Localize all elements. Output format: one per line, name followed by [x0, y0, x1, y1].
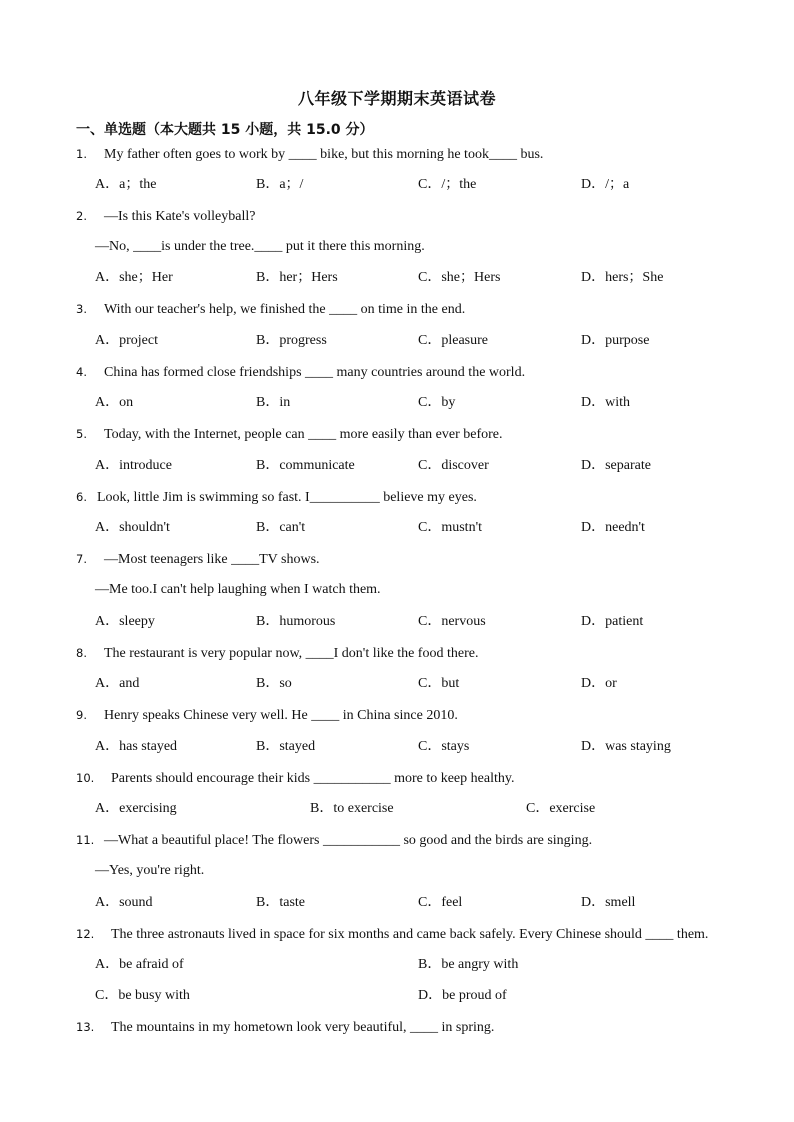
option-a: A．a；the [95, 177, 157, 192]
question-4 [76, 363, 525, 381]
question-number: 2. [76, 209, 87, 223]
question-text: Parents should encourage their kids ___________ more to keep healthy. [111, 771, 515, 786]
question-5 [76, 425, 503, 443]
option-a: A．shouldn't [95, 520, 170, 535]
option-a: A．sound [95, 895, 153, 910]
question-number: 6. [76, 490, 87, 504]
question-text: The three astronauts lived in space for six months and came back safely. Every Chinese should ____ them. [111, 927, 709, 942]
option-d: D．/；a [581, 177, 630, 192]
question-number: 3. [76, 302, 87, 316]
option-b: B．to exercise [310, 801, 394, 816]
option-a: A．has stayed [95, 739, 178, 754]
question-number: 1. [76, 147, 87, 161]
option-c: C．mustn't [418, 520, 482, 535]
option-b: B．stayed [256, 739, 316, 754]
option-d: D．was staying [581, 739, 671, 754]
option-c: C．by [418, 395, 456, 410]
option-c: C．she；Hers [418, 270, 501, 285]
question-number: 8. [76, 646, 87, 660]
option-c: C．pleasure [418, 333, 488, 348]
option-b: B．progress [256, 333, 327, 348]
option-d: D．hers；She [581, 270, 664, 285]
option-a: A．sleepy [95, 614, 155, 629]
question-text-line: —Me too.I can't help laughing when I watch them. [95, 582, 381, 597]
question-text: —What a beautiful place! The flowers ___________ so good and the birds are singing. [104, 833, 593, 848]
question-number: 9. [76, 708, 87, 722]
question-number: 5. [76, 427, 87, 441]
option-d: D．needn't [581, 520, 645, 535]
question-text: China has formed close friendships ____ many countries around the world. [104, 365, 526, 380]
question-11 [76, 831, 592, 849]
option-b: B．be angry with [418, 957, 519, 972]
option-c: C．nervous [418, 614, 486, 629]
option-c: C．but [418, 676, 460, 691]
option-d: D．or [581, 676, 617, 691]
option-c: C．/；the [418, 177, 477, 192]
question-number: 7. [76, 552, 87, 566]
question-number: 12. [76, 927, 95, 941]
question-7 [76, 550, 320, 568]
option-c: C．exercise [526, 801, 596, 816]
option-a: A．introduce [95, 458, 172, 473]
question-8 [76, 644, 478, 662]
option-d: D．separate [581, 458, 651, 473]
option-b: B．humorous [256, 614, 336, 629]
question-10 [76, 769, 514, 787]
question-3 [76, 300, 465, 318]
option-a: A．she；Her [95, 270, 173, 285]
question-text: The restaurant is very popular now, ____I don't like the food there. [104, 646, 479, 661]
option-d: D．purpose [581, 333, 650, 348]
option-c: C．be busy with [95, 988, 190, 1003]
option-c: C．discover [418, 458, 489, 473]
option-b: B．a；/ [256, 177, 304, 192]
question-text-line: —Yes, you're right. [95, 863, 205, 878]
option-d: D．patient [581, 614, 644, 629]
option-a: A．be afraid of [95, 957, 184, 972]
option-c: C．feel [418, 895, 463, 910]
question-number: 11. [76, 833, 95, 847]
question-text: —Most teenagers like ____TV shows. [104, 552, 320, 567]
question-2 [76, 207, 255, 225]
question-text: With our teacher's help, we finished the ____ on time in the end. [104, 302, 466, 317]
question-text: —Is this Kate's volleyball? [104, 209, 256, 224]
question-text-line: —No, ____is under the tree.____ put it there this morning. [95, 239, 425, 254]
question-text: Today, with the Internet, people can ____ more easily than ever before. [104, 427, 503, 442]
question-1 [76, 145, 543, 163]
question-text: My father often goes to work by ____ bike, but this morning he took____ bus. [104, 147, 544, 162]
option-a: A．on [95, 395, 134, 410]
option-b: B．in [256, 395, 291, 410]
option-b: B．communicate [256, 458, 355, 473]
option-d: D．be proud of [418, 988, 507, 1003]
question-text: Henry speaks Chinese very well. He ____ in China since 2010. [104, 708, 458, 723]
question-12 [76, 925, 708, 943]
option-b: B．so [256, 676, 292, 691]
option-b: B．taste [256, 895, 305, 910]
option-d: D．smell [581, 895, 636, 910]
option-a: A．exercising [95, 801, 177, 816]
question-text: The mountains in my hometown look very beautiful, ____ in spring. [111, 1020, 495, 1035]
question-number: 10. [76, 771, 95, 785]
question-6 [76, 488, 477, 506]
question-number: 13. [76, 1020, 95, 1034]
section-heading: 一、单选题（本大题共 15 小题，共 15.0 分） [76, 122, 374, 138]
question-text: Look, little Jim is swimming so fast. I__________ believe my eyes. [97, 490, 477, 505]
page-title: 八年级下学期期末英语试卷 [297, 89, 496, 108]
question-13 [76, 1018, 494, 1036]
option-b: B．her；Hers [256, 270, 338, 285]
question-9 [76, 706, 458, 724]
option-a: A．and [95, 676, 140, 691]
option-d: D．with [581, 395, 630, 410]
question-number: 4. [76, 365, 87, 379]
option-c: C．stays [418, 739, 470, 754]
option-b: B．can't [256, 520, 306, 535]
option-a: A．project [95, 333, 158, 348]
